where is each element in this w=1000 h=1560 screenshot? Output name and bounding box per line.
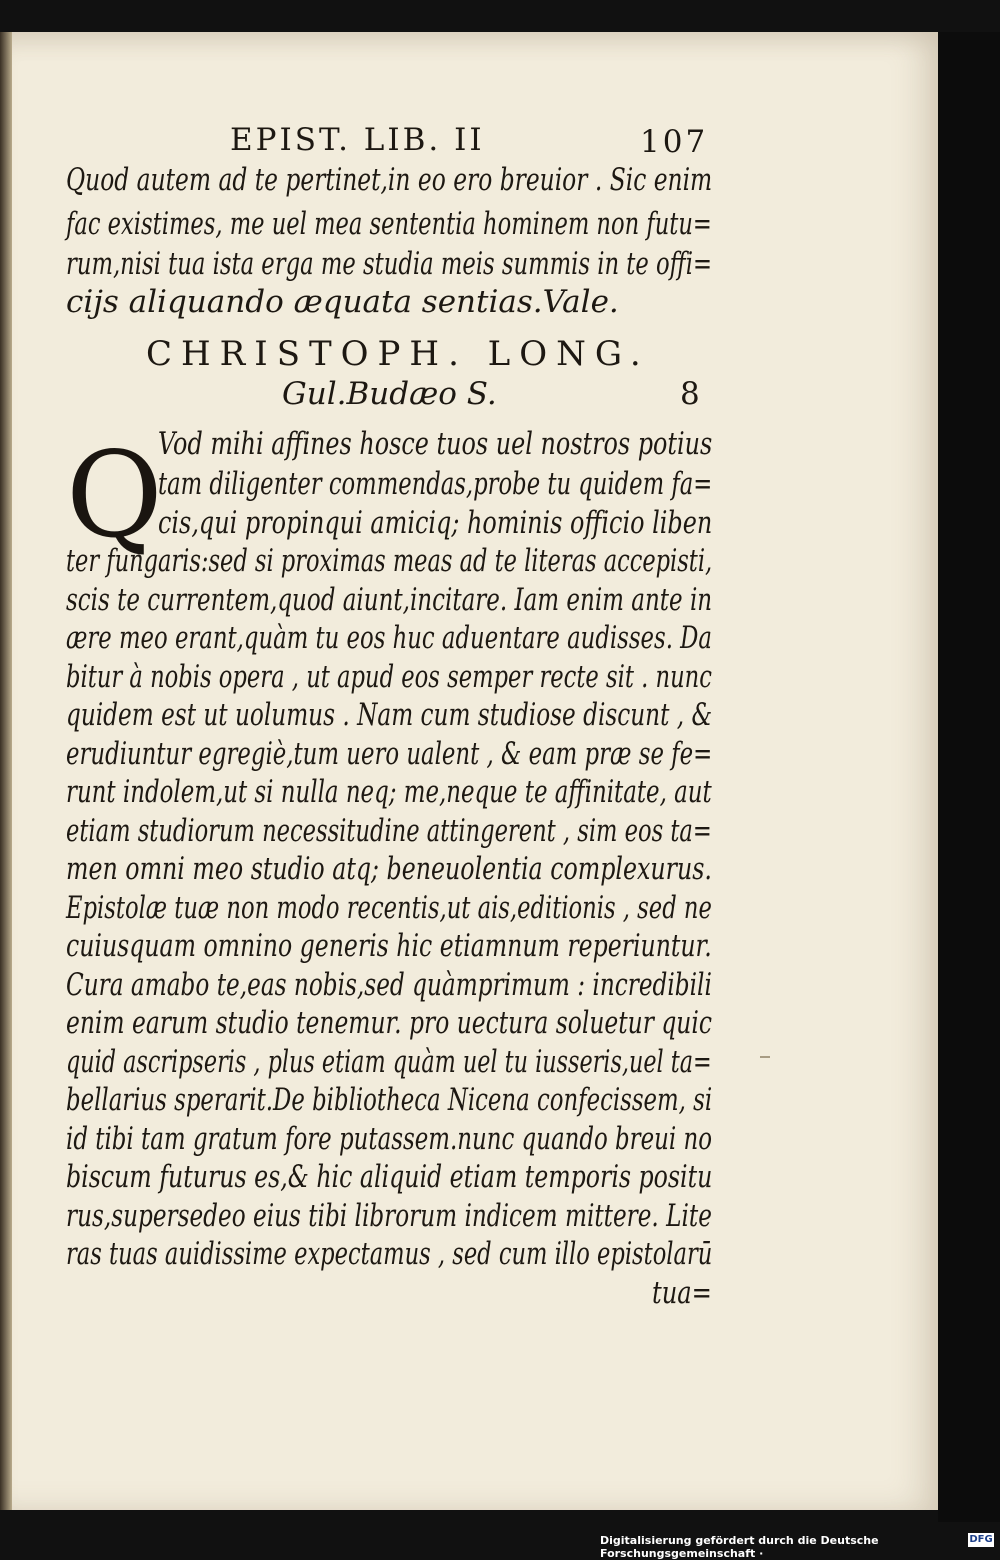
drop-capital: Q <box>66 426 163 564</box>
catchword: tua= <box>652 1275 712 1311</box>
text-line: Cura amabo te,eas nobis,sed quàmprimum : incredibili <box>66 967 712 1003</box>
text-line: tam diligenter commendas,probe tu quidem fa= <box>158 466 713 502</box>
page-number: 107 <box>640 124 709 160</box>
text-line: Vod mihi affines hosce tuos uel nostros potius <box>158 426 713 462</box>
text-line: enim earum studio tenemur. pro uectura soluetur quic <box>66 1005 712 1041</box>
text-line: ære meo erant,quàm tu eos huc aduentare audisses. Da <box>66 620 712 656</box>
text-line: id tibi tam gratum fore putassem.nunc quando breui no <box>66 1121 713 1157</box>
text-line: men omni meo studio atq; beneuolentia complexurus. <box>66 851 712 887</box>
text-line: ras tuas auidissime expectamus , sed cum illo epistolarū <box>66 1236 713 1272</box>
text-line: runt indolem,ut si nulla neq; me,neque te affinitate, aut <box>66 774 712 810</box>
dfg-logo: DFG <box>969 1534 993 1545</box>
letter-subtitle: Gul.Budæo S. <box>282 376 497 412</box>
text-line: rus,supersedeo eius tibi librorum indicem mittere. Lite <box>66 1198 712 1234</box>
text-line: rum,nisi tua ista erga me studia meis summis in te offi= <box>66 246 713 282</box>
scan-border <box>938 32 1000 1522</box>
text-line: cijs aliquando æquata sentias.Vale. <box>66 284 619 320</box>
letter-number: 8 <box>680 376 700 412</box>
digitization-credit: Digitalisierung gefördert durch die Deutsche Forschungsgemeinschaft · <box>600 1534 879 1560</box>
page-spine-shadow <box>0 32 12 1510</box>
text-line: Quod autem ad te pertinet,in eo ero breuior . Sic enim <box>66 162 713 198</box>
text-line: erudiuntur egregiè,tum uero ualent , & eam præ se fe= <box>66 736 713 772</box>
text-line: bitur à nobis opera , ut apud eos semper recte sit . nunc <box>66 659 712 695</box>
text-line: scis te currentem,quod aiunt,incitare. Iam enim ante in <box>66 582 713 618</box>
running-title: EPIST. LIB. II <box>230 122 485 158</box>
text-line: quidem est ut uolumus . Nam cum studiose discunt , & <box>66 697 713 733</box>
letter-title: CHRISTOPH. LONG. <box>146 334 650 374</box>
text-line: cis,qui propinqui amiciq; hominis officio liben <box>158 505 713 541</box>
text-line: etiam studiorum necessitudine attingerent , sim eos ta= <box>66 813 712 849</box>
margin-mark <box>760 1056 770 1058</box>
text-line: quid ascripseris , plus etiam quàm uel tu iusseris,uel ta= <box>66 1044 712 1080</box>
text-line: fac existimes, me uel mea sententia hominem non futu= <box>66 206 712 242</box>
text-line: Epistolæ tuæ non modo recentis,ut ais,editionis , sed ne <box>66 890 712 926</box>
text-line: biscum futurus es,& hic aliquid etiam temporis positu <box>66 1159 713 1195</box>
text-line: cuiusquam omnino generis hic etiamnum reperiuntur. <box>66 928 712 964</box>
text-line: bellarius sperarit.De bibliotheca Nicena confecissem, si <box>66 1082 713 1118</box>
text-line: ter fungaris:sed si proximas meas ad te literas accepisti, <box>66 543 713 579</box>
